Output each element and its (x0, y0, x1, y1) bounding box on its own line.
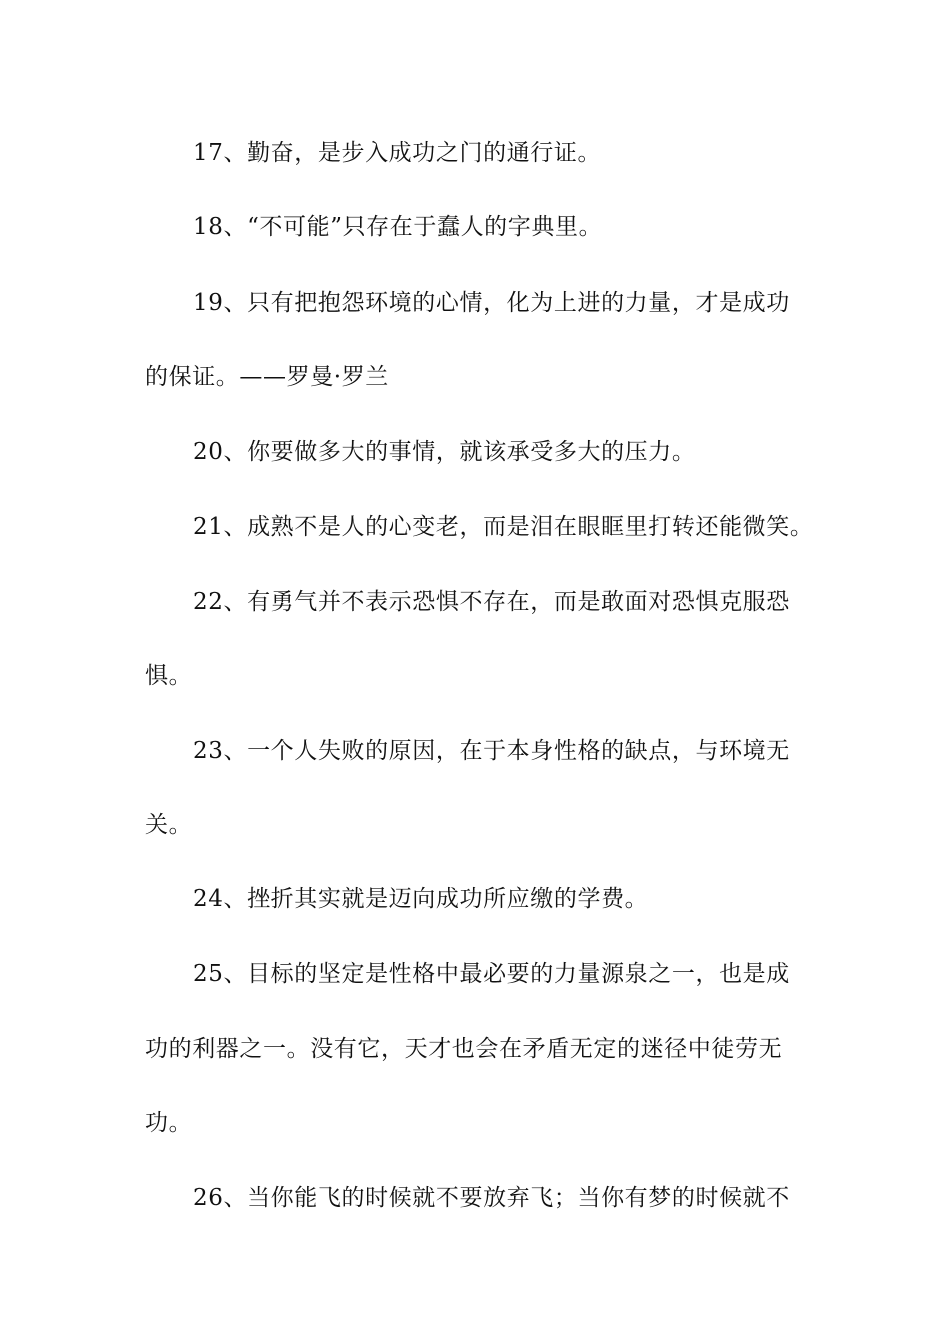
paragraph-19-line-1: 19、只有把抱怨环境的心情，化为上进的力量，才是成功 (193, 290, 790, 316)
paragraph-21-line-1: 21、成熟不是人的心变老，而是泪在眼眶里打转还能微笑。 (193, 514, 814, 540)
paragraph-25-line-3: 功。 (145, 1110, 193, 1136)
paragraph-23-line-1: 23、一个人失败的原因，在于本身性格的缺点，与环境无 (193, 738, 790, 764)
paragraph-25-line-2: 功的利器之一。没有它，天才也会在矛盾无定的迷径中徒劳无 (145, 1036, 783, 1062)
paragraph-26-line-1: 26、当你能飞的时候就不要放弃飞；当你有梦的时候就不 (193, 1185, 790, 1211)
paragraph-17-line-1: 17、勤奋，是步入成功之门的通行证。 (193, 140, 602, 166)
paragraph-22-line-1: 22、有勇气并不表示恐惧不存在，而是敢面对恐惧克服恐 (193, 589, 790, 615)
paragraph-18-line-1: 18、“不可能”只存在于蠢人的字典里。 (193, 214, 603, 240)
paragraph-22-line-2: 惧。 (145, 663, 193, 689)
paragraph-23-line-2: 关。 (145, 812, 193, 838)
paragraph-19-line-2: 的保证。——罗曼·罗兰 (145, 364, 389, 390)
paragraph-25-line-1: 25、目标的坚定是性格中最必要的力量源泉之一，也是成 (193, 961, 790, 987)
paragraph-20-line-1: 20、你要做多大的事情，就该承受多大的压力。 (193, 439, 696, 465)
paragraph-24-line-1: 24、挫折其实就是迈向成功所应缴的学费。 (193, 886, 649, 912)
